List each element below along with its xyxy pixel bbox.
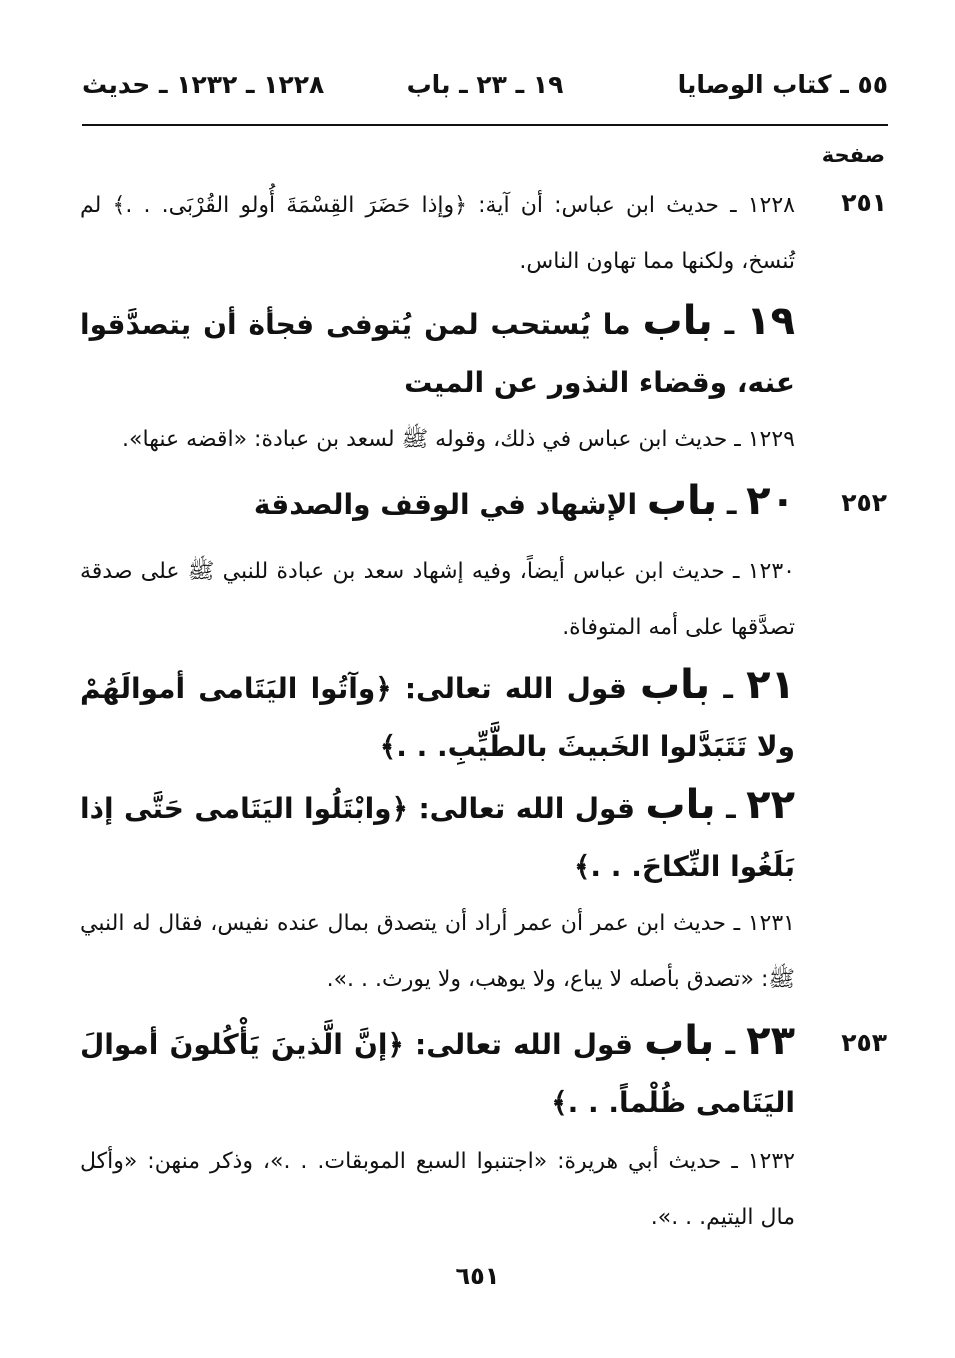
bab-21-sep: ـ — [710, 672, 747, 705]
bab-22-title: قول الله تعالى: ﴿وابْتَلُوا اليَتَامى حَتَّى إذا بَلَغُوا النِّكاحَ. . .﴾ — [80, 792, 795, 883]
bab-21-title: قول الله تعالى: ﴿وآتُوا اليَتَامى أموالَهُمْ ولا تَتَبَدَّلوا الخَبيثَ بالطَّيِّبِ. . .﴾ — [80, 672, 795, 763]
header-book-title: ٥٥ ـ كتاب الوصايا — [677, 70, 888, 99]
hadith-1228: ١٢٢٨ ـ حديث ابن عباس: أن آية: ﴿وإذا حَضَرَ القِسْمَةَ أُولو القُرْبَى. . .﴾ لم تُنسخ، ولكنها مما تهاون الناس. — [80, 193, 795, 274]
header-rule — [82, 124, 888, 126]
page-ref-251: ٢٥١ — [841, 188, 887, 217]
bab-23-word: باب — [644, 1018, 715, 1064]
header-bab-range: ١٩ ـ ٢٣ ـ باب — [406, 70, 564, 99]
bab-23-number: ٢٣ — [746, 1018, 795, 1064]
bab-22-number: ٢٢ — [746, 782, 795, 828]
bab-23-sep: ـ — [714, 1028, 747, 1061]
bab-19-word: باب — [642, 298, 713, 344]
page-ref-253: ٢٥٣ — [841, 1028, 887, 1057]
hadith-1231: ١٢٣١ ـ حديث ابن عمر أن عمر أراد أن يتصدق بمال عنده نفيس، فقال له النبي ﷺ: «تصدق بأصله لا يباع، ولا يوهب، ولا يورث. . .». — [80, 911, 795, 992]
bab-20-sep: ـ — [717, 488, 747, 521]
page-number: ٦٥١ — [455, 1262, 500, 1290]
page-ref-252: ٢٥٢ — [841, 488, 887, 517]
bab-19-number: ١٩ — [746, 298, 796, 344]
bab-21-heading — [80, 656, 795, 776]
bab-23-heading — [80, 1012, 795, 1132]
bab-20-number: ٢٠ — [746, 478, 795, 524]
bab-20-title: الإشهاد في الوقف والصدقة — [253, 488, 638, 521]
bab-21-word: باب — [639, 662, 711, 708]
header-hadith-range: ١٢٢٨ ـ ١٢٣٢ ـ حديث — [82, 70, 325, 99]
hadith-1232: ١٢٣٢ ـ حديث أبي هريرة: «اجتنبوا السبع الموبقات. . .»، وذكر منهن: «وأكل مال اليتيم. . .». — [80, 1149, 795, 1230]
bab-19-sep: ـ — [712, 308, 747, 341]
bab-19-heading — [80, 292, 795, 412]
bab-22-word: باب — [645, 782, 716, 828]
bab-19-title: ما يُستحب لمن يُتوفى فجأة أن يتصدَّقوا عنه، وقضاء النذور عن الميت — [80, 308, 795, 399]
bab-21-number: ٢١ — [746, 662, 795, 708]
bab-22-heading — [80, 776, 795, 896]
bab-20-word: باب — [646, 478, 718, 524]
bab-23-title: قول الله تعالى: ﴿إنَّ الَّذينَ يَأْكُلونَ أموالَ اليَتَامى ظُلْماً. . .﴾ — [80, 1028, 795, 1119]
hadith-1229: ١٢٢٩ ـ حديث ابن عباس في ذلك، وقوله ﷺ لسعد بن عبادة: «اقضه عنها». — [122, 427, 795, 452]
bab-22-sep: ـ — [715, 792, 747, 825]
running-header — [82, 70, 888, 110]
hadith-1230: ١٢٣٠ ـ حديث ابن عباس أيضاً، وفيه إشهاد سعد بن عبادة للنبي ﷺ على صدقة تصدَّقها على أمه المتوفاة. — [80, 559, 795, 640]
page-column-label: صفحة — [821, 143, 885, 167]
bab-20-heading — [80, 472, 795, 534]
